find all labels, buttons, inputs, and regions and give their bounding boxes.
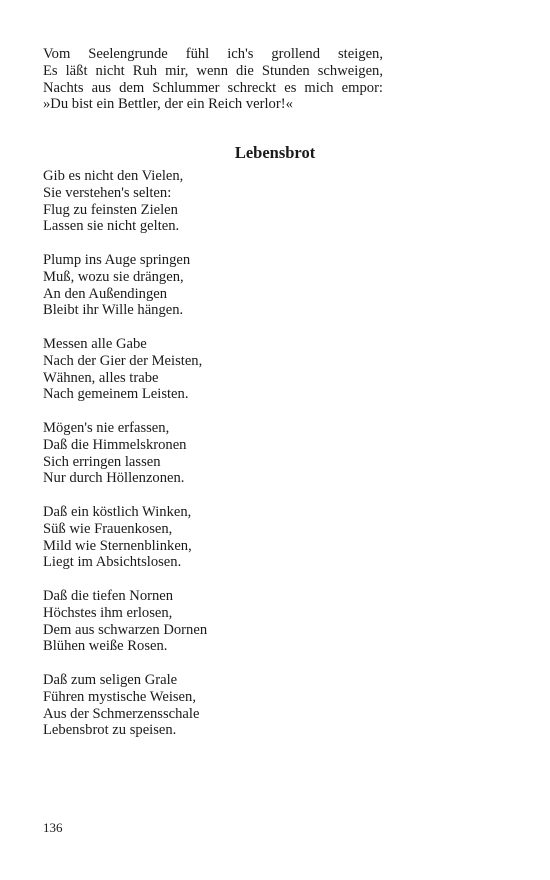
verse-line: Messen alle Gabe — [43, 335, 147, 352]
verse-line: Mögen's nie erfassen, — [43, 419, 170, 436]
prelude-line: Vom Seelengrunde fühl ich's grollend steigen, — [43, 46, 383, 62]
stanza — [43, 168, 383, 235]
verse-line: Flug zu feinsten Zielen — [43, 201, 178, 218]
verse-line: Muß, wozu sie drängen, — [43, 268, 184, 285]
stanza — [43, 420, 383, 487]
verse-line: Plump ins Auge springen — [43, 251, 191, 268]
prelude-line: »Du bist ein Bettler, der ein Reich verlor!« — [43, 96, 293, 113]
poem-title: Lebensbrot — [234, 143, 316, 162]
verse-line: Nach gemeinem Leisten. — [43, 386, 189, 403]
stanza — [43, 504, 383, 571]
prelude-line: Es läßt nicht Ruh mir, wenn die Stunden schweigen, — [43, 62, 383, 79]
verse-line: Daß die Himmelskronen — [43, 436, 187, 453]
verse-line: Bleibt ihr Wille hängen. — [43, 302, 184, 319]
verse-line: Sie verstehen's selten: — [43, 184, 172, 201]
stanza — [43, 672, 383, 739]
verse-line: Liegt im Absichtslosen. — [43, 554, 182, 571]
verse-line: Höchstes ihm erlosen, — [43, 604, 173, 621]
verse-line: An den Außendingen — [43, 285, 168, 302]
verse-line: Nur durch Höllenzonen. — [43, 470, 185, 487]
verse-line: Daß die tiefen Nornen — [43, 587, 174, 604]
verse-line: Mild wie Sternenblinken, — [43, 537, 192, 554]
prelude-verse — [43, 46, 383, 113]
prelude-line: Nachts aus dem Schlummer schreckt es mich empor: — [43, 79, 383, 96]
verse-line: Nach der Gier der Meisten, — [43, 352, 203, 369]
verse-line: Aus der Schmerzensschale — [43, 705, 200, 722]
stanza — [43, 336, 383, 403]
verse-line: Blühen weiße Rosen. — [43, 638, 168, 655]
poem-body — [43, 168, 383, 756]
stanza — [43, 252, 383, 319]
verse-line: Daß zum seligen Grale — [43, 671, 178, 688]
verse-line: Führen mystische Weisen, — [43, 688, 196, 705]
verse-line: Lebensbrot zu speisen. — [43, 722, 177, 739]
verse-line: Dem aus schwarzen Dornen — [43, 621, 208, 638]
verse-line: Daß ein köstlich Winken, — [43, 503, 192, 520]
stanza — [43, 588, 383, 655]
verse-line: Sich erringen lassen — [43, 453, 161, 470]
verse-line: Wähnen, alles trabe — [43, 369, 159, 386]
verse-line: Lassen sie nicht gelten. — [43, 218, 180, 235]
page-number: 136 — [43, 820, 63, 835]
verse-line: Süß wie Frauenkosen, — [43, 520, 173, 537]
verse-line: Gib es nicht den Vielen, — [43, 168, 184, 184]
